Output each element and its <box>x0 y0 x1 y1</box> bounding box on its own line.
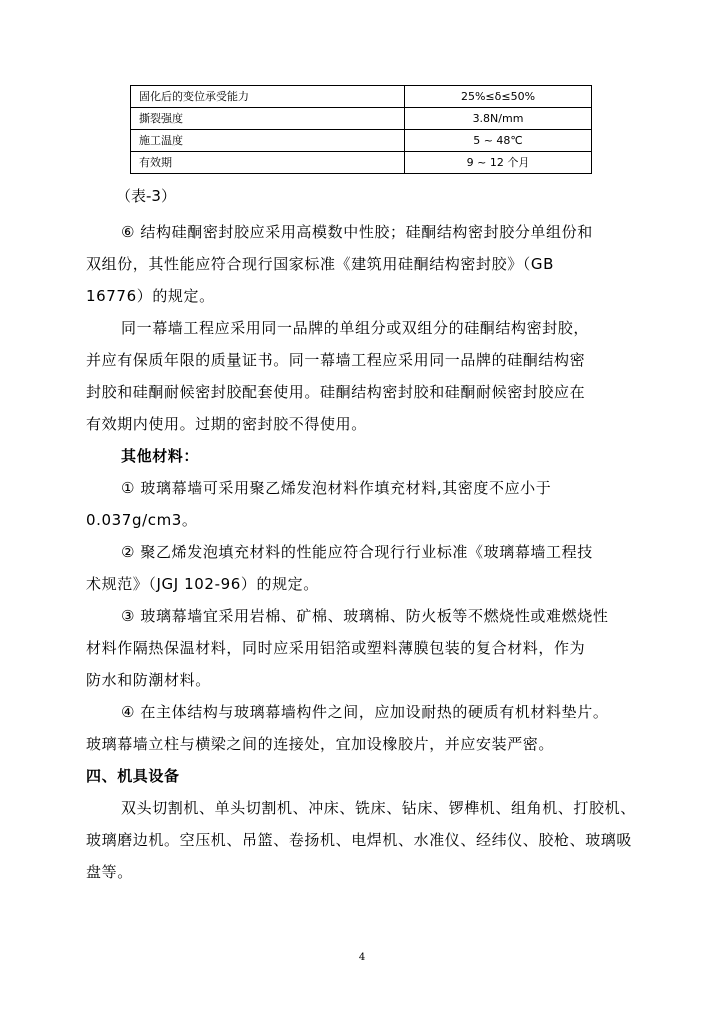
table-cell-value: 25%≤δ≤50% <box>405 86 592 108</box>
page-number: 4 <box>358 952 366 963</box>
table-cell-value: 9 ~ 12 个月 <box>405 152 592 174</box>
text-line: 双头切割机、单头切割机、冲床、铣床、钻床、锣榫机、组角机、打胶机、 <box>121 799 636 817</box>
text-line: 并应有保质年限的质量证书。同一幕墙工程应采用同一品牌的硅酮结构密 <box>86 351 586 369</box>
text-line: 0.037g/cm3。 <box>86 511 198 529</box>
text-line: ④ 在主体结构与玻璃幕墙构件之间，应加设耐热的硬质有机材料垫片。 <box>121 703 609 721</box>
text-line: 16776）的规定。 <box>86 287 215 305</box>
subheading-other-materials: 其他材料： <box>121 447 200 465</box>
text-line: 玻璃磨边机。空压机、吊篮、卷扬机、电焊机、水准仪、经纬仪、胶枪、玻璃吸 <box>86 831 633 849</box>
table-cell-label: 固化后的变位承受能力 <box>131 86 405 108</box>
text-line: 有效期内使用。过期的密封胶不得使用。 <box>86 415 367 433</box>
text-line: 材料作隔热保温材料，同时应采用铝箔或塑料薄膜包装的复合材料，作为 <box>86 639 586 657</box>
text-line: ① 玻璃幕墙可采用聚乙烯发泡材料作填充材料,其密度不应小于 <box>121 479 552 497</box>
text-line: 双组份，其性能应符合现行国家标准《建筑用硅酮结构密封胶》（GB <box>86 255 555 273</box>
table-row <box>131 152 592 174</box>
table-row <box>131 130 592 152</box>
section-heading-equipment: 四、机具设备 <box>86 767 180 785</box>
table-cell-value: 5 ~ 48℃ <box>405 130 592 152</box>
text-line: 同一幕墙工程应采用同一品牌的单组分或双组分的硅酮结构密封胶， <box>121 319 590 337</box>
text-line: 盘等。 <box>86 863 133 881</box>
table-row <box>131 108 592 130</box>
text-line: 防水和防潮材料。 <box>86 671 211 689</box>
text-line: 封胶和硅酮耐候密封胶配套使用。硅酮结构密封胶和硅酮耐候密封胶应在 <box>86 383 586 401</box>
table-cell-value: 3.8N/mm <box>405 108 592 130</box>
text-line: ② 聚乙烯发泡填充材料的性能应符合现行行业标准《玻璃幕墙工程技 <box>121 543 593 561</box>
table-cell-label: 施工温度 <box>131 130 405 152</box>
table-cell-label: 有效期 <box>131 152 405 174</box>
table-cell-label: 撕裂强度 <box>131 108 405 130</box>
text-line: ⑥ 结构硅酮密封胶应采用高模数中性胶；硅酮结构密封胶分单组份和 <box>121 223 593 241</box>
table-caption: （表-3） <box>116 187 176 205</box>
body-text <box>86 216 646 888</box>
table-row <box>131 86 592 108</box>
spec-table <box>130 85 592 174</box>
text-line: 术规范》（JGJ 102-96）的规定。 <box>86 575 319 593</box>
text-line: 玻璃幕墙立柱与横梁之间的连接处，宜加设橡胶片，并应安装严密。 <box>86 735 555 753</box>
text-line: ③ 玻璃幕墙宜采用岩棉、矿棉、玻璃棉、防火板等不燃烧性或难燃烧性 <box>121 607 609 625</box>
